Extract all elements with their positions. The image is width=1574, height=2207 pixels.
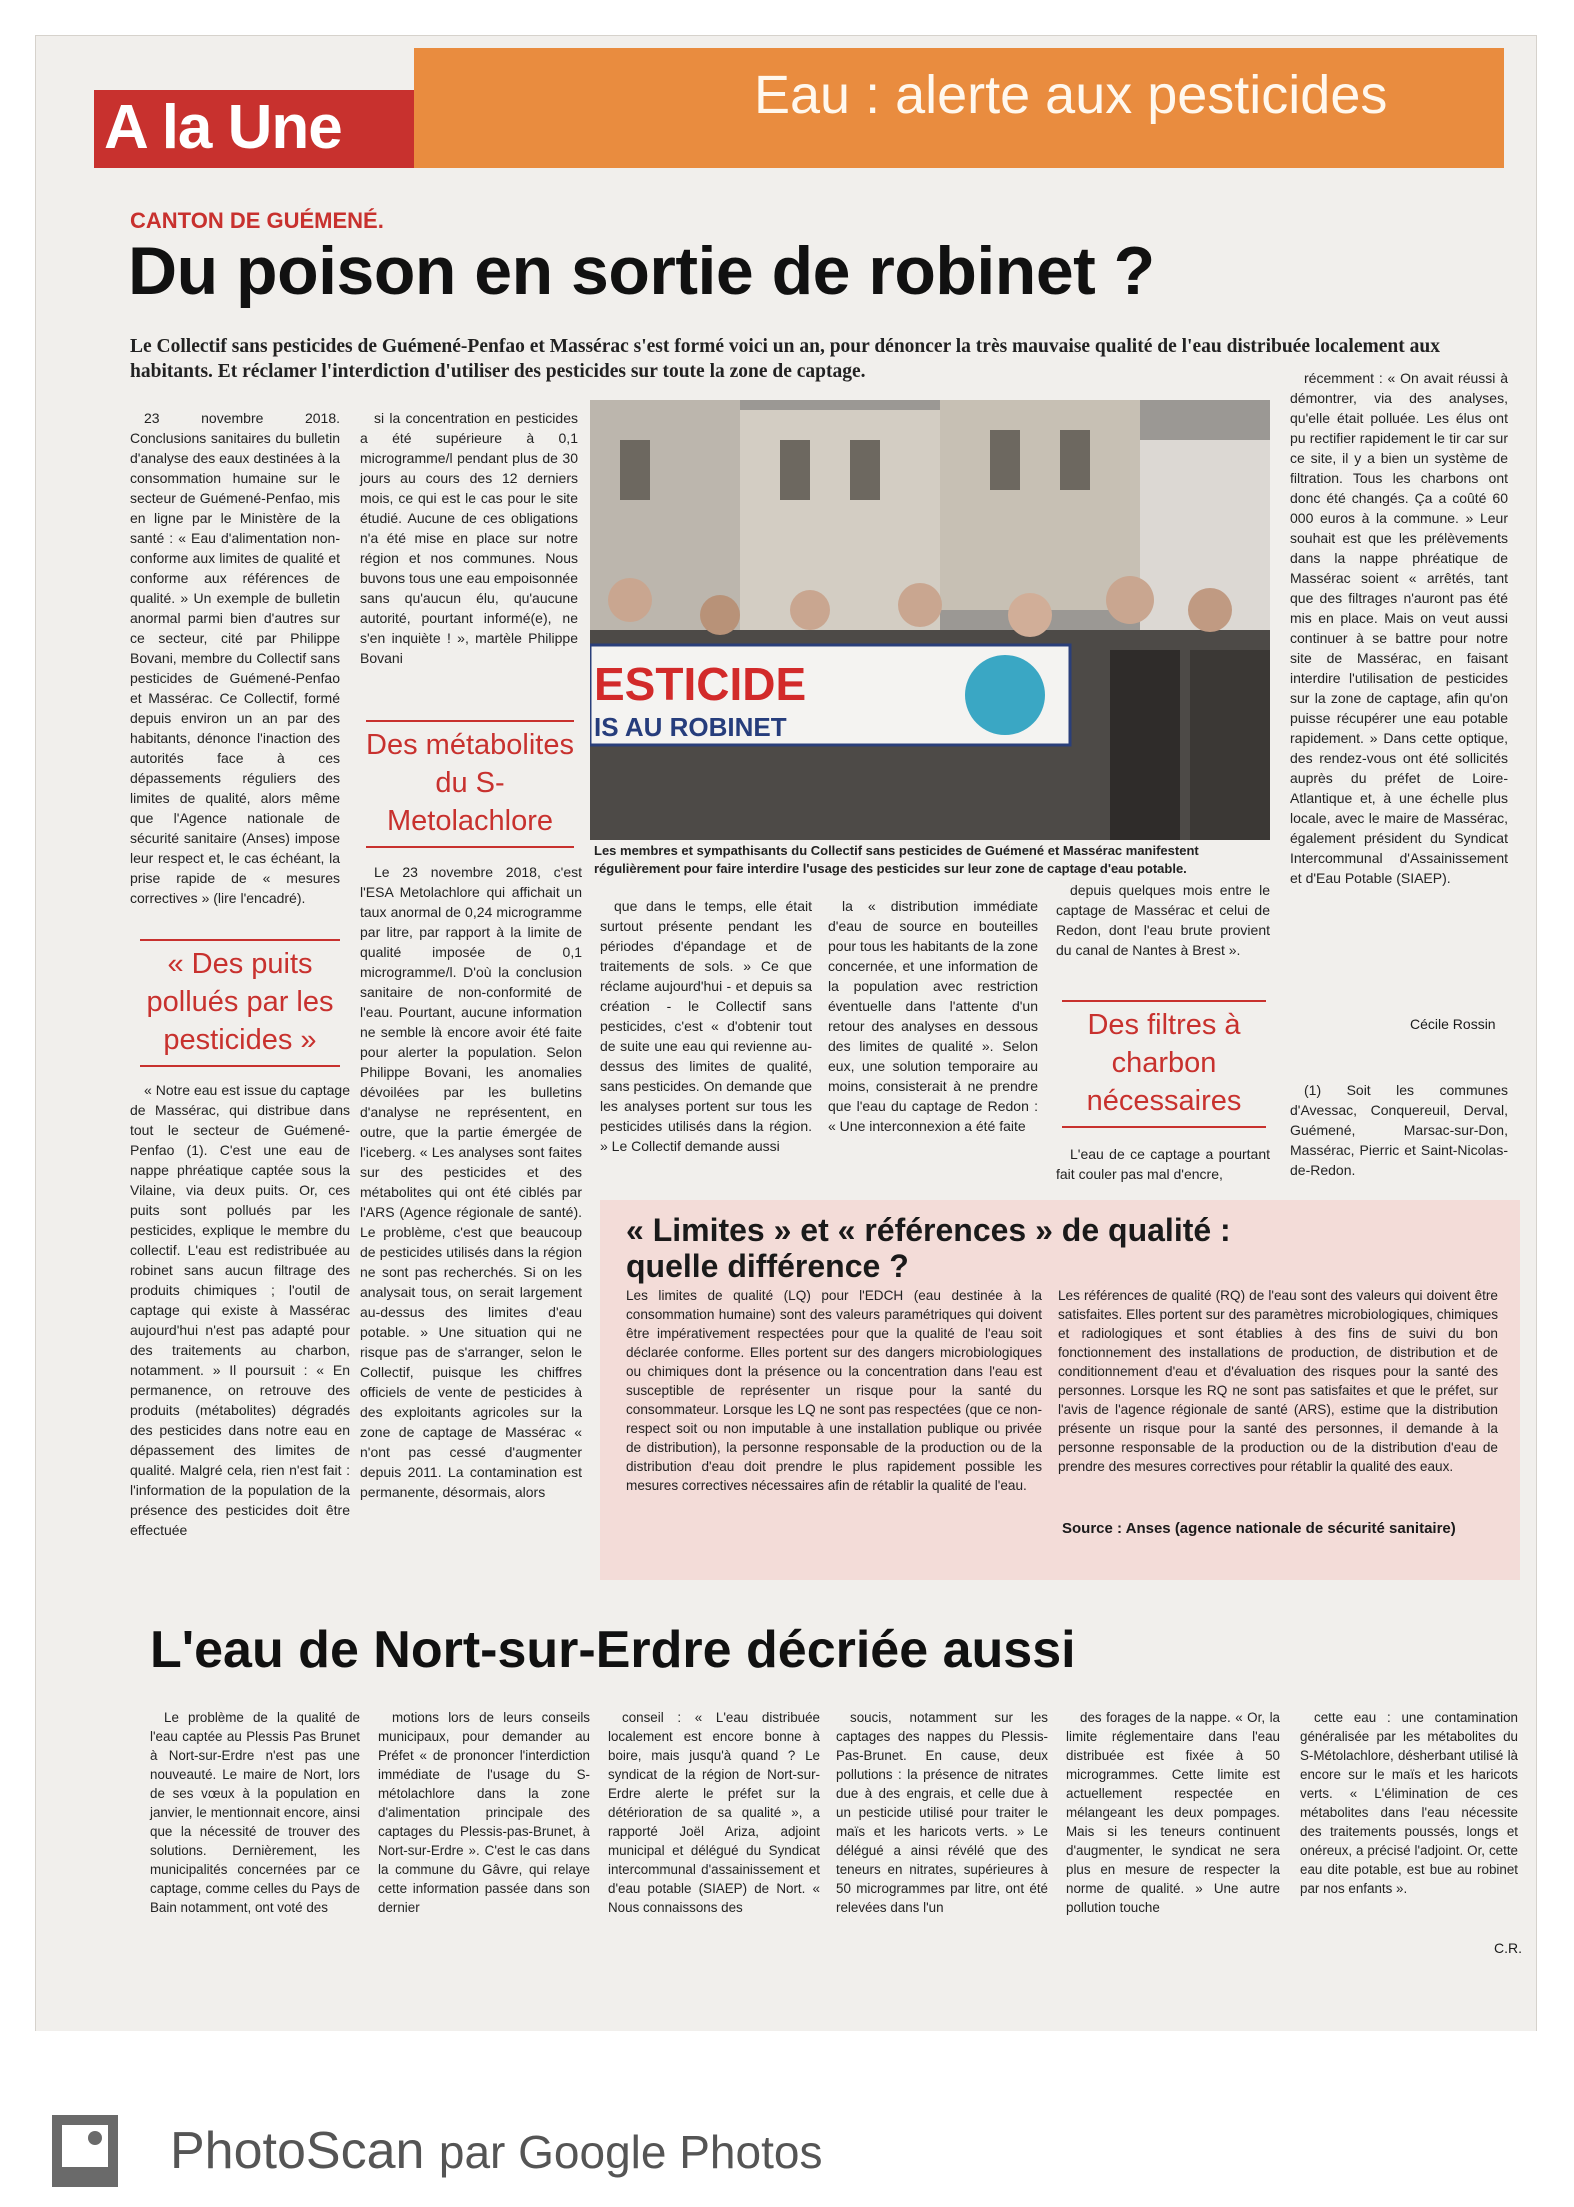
article2-column-6	[1300, 1708, 1518, 1902]
paragraph: 23 novembre 2018. Conclusions sanitaires du bulletin d'analyse des eaux destinées à la consommation humaine sur le secteur de Guémené-Penfao, mis en ligne par le Ministère de la santé : « Eau d'alimentation non-conforme aux limites de qualité et conforme aux références de qualité. » Un exemple de bulletin anormal parmi bien d'autres sur ce secteur, cité par Philippe Bovani, membre du Collectif sans pesticides de Guémené-Penfao et Massérac. Ce Collectif, formé depuis environ un an par des habitants, dénonce l'inaction des autorités face à ces dépassements réguliers des limites de qualité, alors même que l'Agence nationale de sécurité sanitaire (Anses) impose leur respect et, le cas échéant, la prise rapide de « mesures correctives » (lire l'encadré).	[130, 410, 340, 906]
paragraph: (1) Soit les communes d'Avessac, Conquereuil, Derval, Guémené, Marsac-sur-Don, Massérac, Pierric et Saint-Nicolas-de-Redon.	[1290, 1082, 1508, 1178]
paragraph: cette eau : une contamination généralisée par les métabolites du S-Métolachlore, désherbant utilisé là encore sur le maïs et les haricots verts. « L'élimination de ces métabolites dans l'eau nécessite des traitements poussés, longs et onéreux, a précisé l'adjoint. Or, cette eau dite potable, est bue au robinet par nos enfants ».	[1300, 1710, 1518, 1896]
article-column-1	[130, 408, 340, 912]
photoscan-brand	[170, 2121, 822, 2181]
paragraph: motions lors de leurs conseils municipaux, pour demander au Préfet « de prononcer l'interdiction immédiate de l'usage du S-métolachlore dans la zone d'alimentation principale des captages du Plessis-pas-Brunet, à Nort-sur-Erdre ». C'est le cas dans la commune du Gâvre, qui relaye cette information passée dans son dernier	[378, 1710, 590, 1915]
subhead-text: Des filtres à charbon nécessaires	[1086, 1009, 1242, 1117]
article-signature: Cécile Rossin	[1410, 1016, 1496, 1032]
section-rubric	[94, 48, 1504, 166]
paragraph: Le 23 novembre 2018, c'est l'ESA Metolachlore qui affichait un taux anormal de 0,24 microgramme par litre, par rapport à la limite de qualité imposée de 0,1 microgramme/l. D'où la conclusion sanitaire de non-conformité de l'eau. Pourtant, aucune information ne semble là encore avoir été faite pour alerter la population. Selon Philippe Bovani, les anomalies dévoilées par les bulletins d'analyse ne représentent, en outre, que la partie émergée de l'iceberg. « Les analyses sont faites sur des pesticides et des métabolites qui ont été ciblés par l'ARS (Agence régionale de santé). Le problème, c'est que beaucoup de pesticides utilisés dans la région ne sont pas recherchés. Si on les analysait tous, on serait largement au-dessus des limites d'eau potable. » Une situation qui ne risque pas de s'arranger, selon le Collectif, puisque les chiffres officiels de vente de pesticides à des exploitants agricoles sur la zone de captage de Massérac « n'ont pas cessé d'augmenter depuis 2011. La contamination est permanente, désormais, alors	[360, 864, 582, 1500]
article2-column-3	[608, 1708, 820, 1921]
article-lead: Le Collectif sans pesticides de Guémené-Penfao et Massérac s'est formé voici un an, pour dénoncer la très mauvaise qualité de l'eau distribuée localement aux habitants. Et réclamer l'interdiction d'utiliser des pesticides sur toute la zone de captage.	[130, 336, 1440, 382]
subhead-text: « Des puits pollués par les pesticides »	[146, 948, 334, 1056]
paragraph: conseil : « L'eau distribuée localement est encore bonne à boire, mais jusqu'à quand ? Le syndicat de la région de Nort-sur-Erdre alerte le préfet sur la détérioration de sa qualité », a rapporté Joël Ariza, adjoint municipal et délégué du Syndicat intercommunal d'assainissement et d'eau potable (SIAEP) de Nort. « Nous connaissons des	[608, 1710, 820, 1915]
article-kicker: CANTON DE GUÉMENÉ.	[130, 208, 384, 233]
collectif-logo	[965, 655, 1045, 735]
info-box-source: Source : Anses (agence nationale de sécurité sanitaire)	[1062, 1520, 1456, 1537]
paragraph: si la concentration en pesticides a été supérieure à 0,1 microgramme/l pendant plus de 30 jours au cours des 12 derniers mois, ce qui est le cas pour le site étudié. Aucune de ces obligations n'a été mise en place sur notre région et nos communes. Nous buvons tous une eau empoisonnée sans qu'aucun élu, qu'aucune autorité, pourtant informé(e), ne s'en inquiète ! », martèle Philippe Bovani	[360, 410, 578, 666]
article2-column-1	[150, 1708, 360, 1921]
info-box-title: « Limites » et « références » de qualité : quelle différence ?	[626, 1212, 1231, 1284]
rubric-topic: Eau : alerte aux pesticides	[754, 65, 1388, 125]
article-column-6	[1290, 368, 1508, 892]
banner-text-2: IS AU ROBINET	[594, 712, 787, 742]
rubric-topic-band	[414, 48, 1504, 168]
article-column-1b	[130, 1080, 350, 1544]
banner-text-1: ESTICIDE	[594, 658, 807, 710]
subhead-rule-bottom	[140, 1065, 340, 1067]
info-box-left: Les limites de qualité (LQ) pour l'EDCH (eau destinée à la consommation humaine) sont des valeurs paramétriques qui doivent être impérativement respectées pour que la qualité de l'eau soit déclarée conforme. Elles portent sur des dangers microbiologiques ou chimiques dont la présence ou la concentration dans l'eau est susceptible de représenter un risque pour la santé du consommateur. Lorsque les LQ ne sont pas respectées (que ce non-respect soit ou non imputable à une installation publique ou privée de distribution), la personne responsable de la production ou de la distribution d'eau doit prendre le plus rapidement possible les mesures correctives nécessaires afin de rétablir la qualité de l'eau.	[626, 1288, 1042, 1493]
paragraph: soucis, notamment sur les captages des nappes du Plessis-Pas-Brunet. En cause, deux pollutions : la présence de nitrates due à des engrais, et celle due à un pesticide utilisé pour traiter le maïs et les haricots verts. » Le délégué a ainsi révélé que des teneurs en nitrates, supérieures à 50 microgrammes par litre, ont été relevées dans l'un	[836, 1710, 1048, 1915]
subhead-rule-top	[366, 720, 574, 722]
paragraph: la « distribution immédiate d'eau de source en bouteilles pour tous les habitants de la zone concernée, et une information de la population avec restriction éventuelle dans l'attente d'un retour des analyses en dessous des limites de qualité ». Selon eux, une solution temporaire au moins, consisterait à ne prendre que l'eau du captage de Redon : « Une interconnexion a été faite	[828, 898, 1038, 1134]
subhead-rule-top	[140, 939, 340, 941]
article2-headline: L'eau de Nort-sur-Erdre décriée aussi	[150, 1621, 1076, 1679]
article2-column-2	[378, 1708, 590, 1921]
subhead-puits	[140, 945, 340, 1059]
paragraph: récemment : « On avait réussi à démontrer, via des analyses, qu'elle était polluée. Les élus ont pu rectifier rapidement le tir car sur ce site, il y a bien un système de filtration. Tous les charbons ont donc été changés. Ça a coûté 60 000 euros à la commune. » Leur souhait est que les prélèvements dans la nappe phréatique de Massérac soient « arrêtés, tant que des filtrages n'auront pas été mis en place. Mais on veut aussi continuer à se battre pour notre site de Massérac, en faisant interdire l'utilisation de pesticides sur la zone de captage, afin qu'on puisse récupérer une eau potable rapidement. » Dans cette optique, des rendez-vous ont été sollicités auprès du préfet de Loire-Atlantique et, à une échelle plus locale, avec le maire de Massérac, également président du Syndicat Intercommunal d'Assainissement et d'Eau Potable (SIAEP).	[1290, 370, 1508, 886]
article-column-4	[828, 896, 1038, 1140]
rubric-section-band	[94, 90, 414, 168]
info-box-right: Les références de qualité (RQ) de l'eau sont des valeurs qui doivent être satisfaites. Elles portent sur des paramètres microbiologiques, chimiques et radiologiques et sont établies à des fins de suivi du bon fonctionnement des installations de production, de distribution et de conditionnement d'eau et d'évaluation des risques pour la santé des personnes. Lorsque les RQ ne sont pas satisfaites et que le préfet, sur l'avis de l'agence régionale de santé (ARS), estime que la distribution présente un risque pour la santé des personnes, il demande à la personne responsable de la production ou de la distribution d'eau de prendre des mesures correctives pour rétablir la qualité des eaux.	[1058, 1288, 1498, 1474]
brand-suffix: par Google Photos	[438, 2126, 823, 2178]
subhead-filtres	[1062, 1006, 1266, 1120]
photoscan-icon	[50, 2113, 120, 2189]
rubric-section: A la Une	[104, 93, 342, 162]
article2-column-4	[836, 1708, 1048, 1921]
article-column-5	[1056, 880, 1270, 964]
article2-column-5	[1066, 1708, 1280, 1921]
paragraph: depuis quelques mois entre le captage de Massérac et celui de Redon, dont l'eau brute provient du canal de Nantes à Brest ».	[1056, 882, 1270, 958]
brand-name: PhotoScan	[170, 2122, 425, 2180]
protest-photo	[590, 400, 1270, 840]
article-column-2	[360, 408, 578, 672]
article-column-5b	[1056, 1144, 1270, 1188]
article-footnote	[1290, 1080, 1508, 1184]
subhead-rule-top	[1062, 1000, 1266, 1002]
photo-caption: Les membres et sympathisants du Collectif sans pesticides de Guémené et Massérac manifestent régulièrement pour faire interdire l'usage des pesticides sur leur zone de captage d'eau potable.	[594, 843, 1199, 876]
subhead-metabolites	[366, 726, 574, 840]
paragraph: L'eau de ce captage a pourtant fait couler pas mal d'encre,	[1056, 1146, 1270, 1182]
protest-photo-illustration	[590, 400, 1270, 840]
article-headline: Du poison en sortie de robinet ?	[128, 233, 1155, 309]
article-column-2b	[360, 862, 582, 1506]
article2-signature: C.R.	[1494, 1940, 1522, 1956]
photoscan-footer	[0, 2031, 1574, 2207]
subhead-rule-bottom	[1062, 1126, 1266, 1128]
article-column-3	[600, 896, 812, 1160]
subhead-text: Des métabolites du S-Metolachlore	[366, 729, 574, 837]
subhead-rule-bottom	[366, 846, 574, 848]
paragraph: « Notre eau est issue du captage de Massérac, qui distribue dans tout le secteur de Guémené-Penfao (1). C'est une eau de nappe phréatique captée sous la Vilaine, via deux puits. Or, ces puits sont pollués par les pesticides, explique le membre du collectif. L'eau est redistribuée au robinet sans aucun filtrage des produits chimiques ; l'outil de captage qui existe à Massérac aujourd'hui n'est pas adapté pour des traitements au charbon, notamment. » Il poursuit : « En permanence, on retrouve des produits (métabolites) dégradés des pesticides dans notre eau en dépassement des limites de qualité. Malgré cela, rien n'est fait : l'information de la population de la présence des pesticides doit être effectuée	[130, 1082, 350, 1538]
paragraph: que dans le temps, elle était surtout présente pendant les périodes d'épandage et de traitements de sols. » Ce que réclame aujourd'hui - et depuis sa création - le Collectif sans pesticides, c'est « d'obtenir tout de suite une eau qui revienne au-dessus des limites de qualité, sans pesticides. On demande que les analyses portent sur tous les pesticides utilisés dans la région. » Le Collectif demande aussi	[600, 898, 812, 1154]
paragraph: Le problème de la qualité de l'eau captée au Plessis Pas Brunet à Nort-sur-Erdre n'est pas une nouveauté. Le maire de Nort, lors de ses vœux à la population en janvier, le mentionnait encore, ainsi que la nécessité de trouver des solutions. Dernièrement, les municipalités concernées par ce captage, comme celles du Pays de Bain notamment, ont voté des	[150, 1710, 360, 1915]
paragraph: des forages de la nappe. « Or, la limite réglementaire dans l'eau distribuée est fixée à 50 microgrammes. Cette limite est actuellement respectée en mélangeant les deux pompages. Mais si les teneurs continuent d'augmenter, le syndicat ne sera plus en mesure de respecter la norme de qualité. » Une autre pollution touche	[1066, 1710, 1280, 1915]
